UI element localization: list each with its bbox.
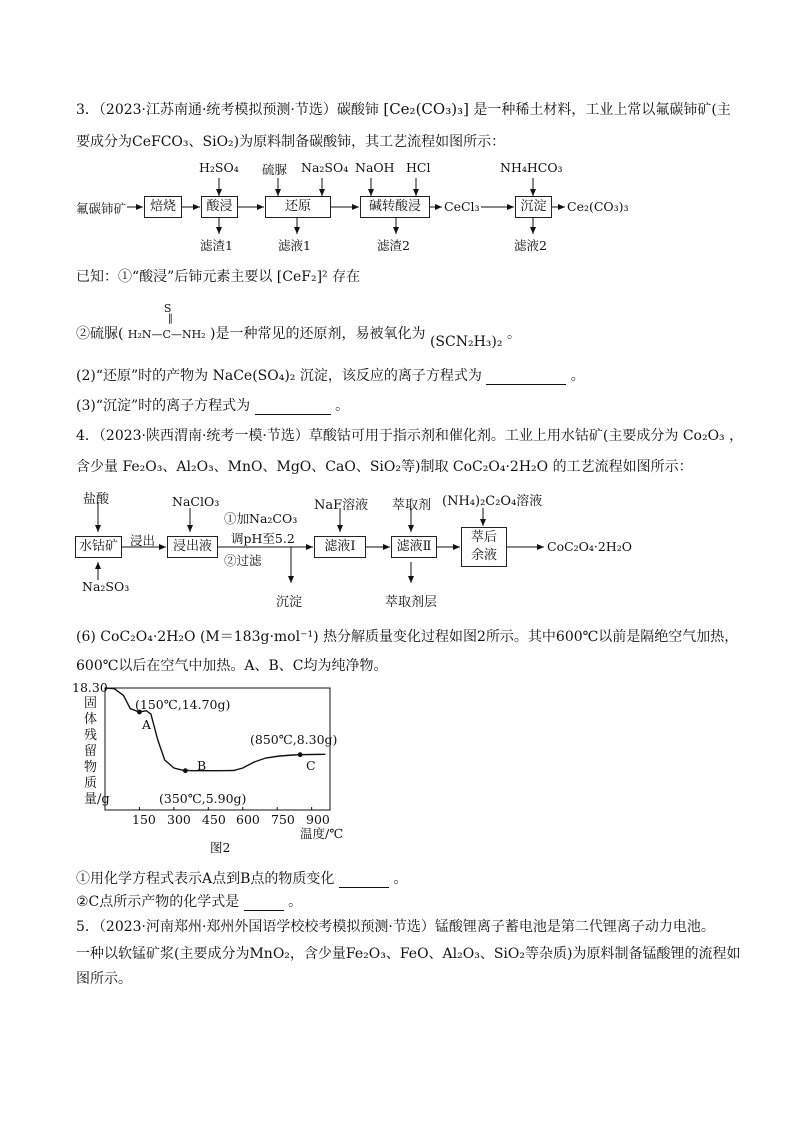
q4-label-hcl: 盐酸 [83,492,110,507]
q4-box-raffinate-label: 萃后余液 [470,530,497,563]
chart-tick-300: 300 [167,812,191,827]
q3-sub2-mid: 沉淀，该反应的离子方程式为 [299,368,482,384]
chart-point-b-name: B [197,758,207,773]
chart-tick-600: 600 [236,812,260,827]
q3-reagent-thiourea: 硫脲 [262,162,288,177]
q4-part6-text: 热分解质量变化过程如图2所示。其中600℃以前是隔绝空气加热， [323,629,739,645]
chart-x-axis-label: 温度/℃ [300,826,344,841]
q3-sub3-end: 。 [335,398,350,414]
q4-box-leachate: 浸出液 [167,536,218,558]
q4-part6-line1 [76,628,738,646]
q3-known2-mid: )是一种常见的还原剂，易被氧化为 [210,326,426,342]
chart-tick-900: 900 [306,812,330,827]
q3-known1-end: 存在 [332,269,361,285]
q3-reagent-naoh: NaOH [355,160,395,175]
q4-step-add-na2co3: ①加Na₂CO₃ [224,511,298,526]
q4-label-naf: NaF溶液 [314,498,369,513]
q3-start-label: 氟碳铈矿 [76,201,127,216]
chart-y-axis-label-text: 固体残留物质量/g [84,696,110,807]
q3-known2-end: 。 [506,326,521,342]
q3-intro-cont: 是一种稀土材料，工业上常以氟碳铈矿(主 [473,102,731,118]
q4-label-extract-layer: 萃取剂层 [385,595,438,610]
thermogravimetric-chart [70,680,370,860]
q3-sub2-formula: NaCe(SO₄)₂ [212,368,296,384]
q3-known2-text: ②硫脲( [76,326,124,342]
q4-part6-number: (6) [76,629,96,645]
q4-label-extractant: 萃取剂 [392,498,432,513]
q5-line1: 5．（2023·河南郑州·郑州外国语学校校考模拟预测·节选）锰酸锂离子蓄电池是第二代锂离子动力电池。 [76,919,715,935]
q4-label-leach: 浸出 [130,533,156,548]
q3-product: Ce₂(CO₃)₃ [567,199,629,214]
q4-question-a-text: ①用化学方程式表示A点到B点的物质变化 [76,871,335,887]
q4-step-filter: ②过滤 [224,553,262,568]
q4-box-ore: 水钴矿 [75,536,122,558]
q4-line2-start: 含少量 [76,459,118,475]
q4-intro: 4．（2023·陕西渭南·统考一模·节选）草酸钴可用于指示剂和催化剂。工业上用水钴矿(主要成分为 [76,428,679,444]
thiourea-double-bond: ‖ [167,313,173,324]
q4-part6-formula: CoC₂O₄·2H₂O [100,629,196,645]
q3-line2: 要成分为CeFCO₃、SiO₂)为原料制备碳酸铈，其工艺流程如图所示： [76,134,506,150]
chart-tick-150: 150 [132,812,156,827]
q3-intro: 3．（2023·江苏南通·统考模拟预测·节选）碳酸铈 [76,102,379,118]
chart-tick-450: 450 [202,812,226,827]
chart-point-c-label: (850℃,8.30g) [250,732,338,747]
chart-point-a-name: A [142,717,152,732]
q3-box-reduce: 还原 [265,196,331,218]
chart-y-top-label: 18.30 [72,680,108,695]
q4-box-filtrate2: 滤液Ⅱ [391,536,437,558]
q4-question-c-text: ②C点所示产物的化学式是 [76,894,240,910]
q3-sub2-end: 。 [570,368,585,384]
q5-line2: 一种以软锰矿浆(主要成分为MnO₂，含少量Fe₂O₃、FeO、Al₂O₃、SiO₂等杂质)为原料制备锰酸锂的流程如 [76,946,741,962]
q3-sub3-text: (3)“沉淀”时的离子方程式为 [76,398,251,414]
q4-box-filtrate1: 滤液Ⅰ [314,536,366,558]
q3-formula: [Ce₂(CO₃)₃] [383,100,469,118]
q3-output-filtrate2: 滤液2 [514,238,547,253]
chart-point-b-label: (350℃,5.90g) [159,791,247,806]
q4-label-na2so3: Na₂SO₃ [82,579,130,594]
q3-known1-formula: [CeF₂]² [276,269,328,285]
q4-part6-line2: 600℃以后在空气中加热。A、B、C均为纯净物。 [76,658,388,674]
q4-step-adjust-ph: 调pH至5.2 [231,531,295,546]
q5-line3: 图所示。 [76,971,132,987]
chart-point-c-name: C [306,758,316,773]
q4-question-c [76,893,302,911]
q4-question-a [76,870,407,888]
q4-question-c-end: 。 [288,894,303,910]
chart-point-b [183,768,188,773]
q4-label-oxalate: (NH₄)₂C₂O₄溶液 [442,494,543,509]
chart-tick-750: 750 [271,812,295,827]
q4-formula-co2o3: Co₂O₃ [682,428,725,444]
q4-impurities: Fe₂O₃、Al₂O₃、MnO、MgO、CaO、SiO₂等)制取 [122,459,449,475]
q3-known1-text: 已知：①“酸浸”后铈元素主要以 [76,269,273,285]
q3-output-residue2: 滤渣2 [377,238,410,253]
q4-line2-end: 的工艺流程如图所示： [552,459,693,475]
q3-box-precipitate: 沉淀 [515,196,552,218]
q3-reagent-na2so4: Na₂SO₄ [301,160,349,175]
q4-part6-molar-mass: (M＝183g·mol⁻¹) [199,629,319,645]
q3-box-alkali-acid: 碱转酸浸 [360,196,430,218]
q4-product: CoC₂O₄·2H₂O [547,539,633,554]
q4-question-a-blank[interactable] [339,873,389,888]
q4-question-a-end: 。 [393,871,408,887]
q3-output-residue1: 滤渣1 [200,238,233,253]
q4-box-raffinate [461,527,507,567]
chart-point-a-label: (150℃,14.70g) [135,697,231,712]
chart-caption: 图2 [210,840,231,855]
thiourea-sulfur: S [163,302,172,315]
q4-formula-product: CoC₂O₄·2H₂O [452,459,549,475]
q3-reagent-hcl: HCl [406,160,431,175]
q4-question-c-blank[interactable] [244,896,284,911]
chart-point-c [298,752,303,757]
q3-output-filtrate1: 滤液1 [278,238,311,253]
q3-known2-formula: (SCN₂H₃)₂ [429,334,503,350]
q3-box-acid-leach: 酸浸 [201,196,238,218]
q3-mid-cecl3: CeCl₃ [444,199,480,214]
q4-intro-end: ， [729,428,744,444]
q3-reagent-nh4hco3: NH₄HCO₃ [500,160,563,175]
q4-label-precipitate: 沉淀 [276,595,303,610]
q3-box-roast: 焙烧 [144,196,182,218]
chart-y-axis-label [84,696,110,808]
q3-reagent-h2so4: H₂SO₄ [199,160,239,175]
q3-sub2-text: (2)“还原”时的产物为 [76,368,209,384]
thiourea-chain: H₂N—C—NH₂ [127,328,206,341]
q4-label-naclo3: NaClO₃ [172,494,220,509]
